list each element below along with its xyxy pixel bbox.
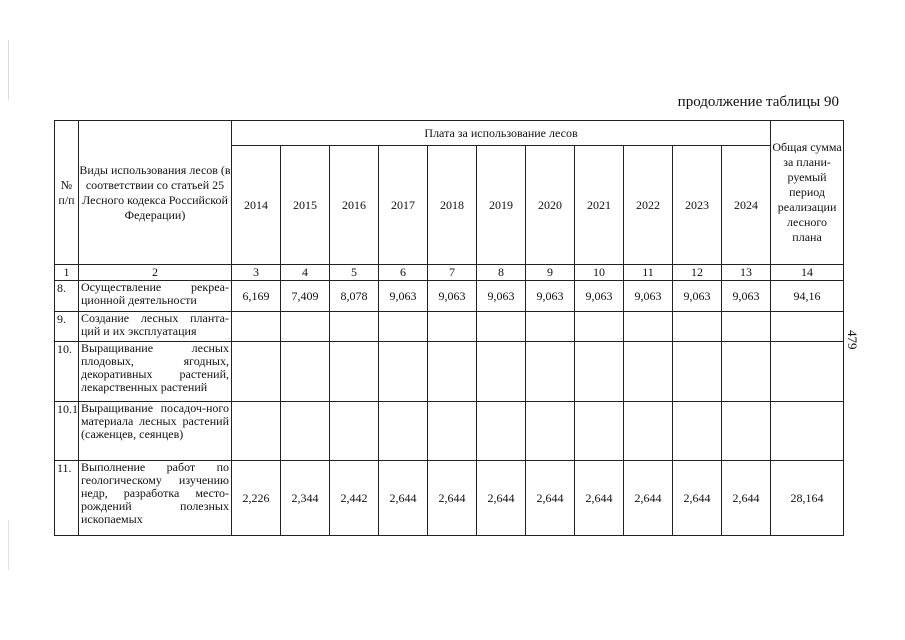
row-number: 11. [55, 461, 79, 536]
table-row [55, 402, 844, 461]
column-number: 2 [79, 265, 232, 281]
column-number: 5 [330, 265, 379, 281]
year-header: 2021 [575, 146, 624, 265]
row-number: 10. [55, 342, 79, 402]
payment-value [428, 342, 477, 402]
payment-value [330, 402, 379, 461]
payment-value [281, 342, 330, 402]
payment-value [624, 312, 673, 342]
payment-value [526, 312, 575, 342]
column-number: 14 [771, 265, 844, 281]
payment-value [232, 402, 281, 461]
column-number: 12 [673, 265, 722, 281]
column-number: 3 [232, 265, 281, 281]
total-value: 94,16 [771, 281, 844, 312]
payment-value: 9,063 [673, 281, 722, 312]
year-header: 2015 [281, 146, 330, 265]
year-header: 2023 [673, 146, 722, 265]
payment-value [477, 342, 526, 402]
payment-value [428, 312, 477, 342]
payment-value: 2,644 [428, 461, 477, 536]
payment-value: 9,063 [428, 281, 477, 312]
year-header: 2019 [477, 146, 526, 265]
payment-value [624, 402, 673, 461]
payment-value [526, 342, 575, 402]
payment-value [722, 402, 771, 461]
year-header: 2018 [428, 146, 477, 265]
year-header: 2017 [379, 146, 428, 265]
total-value: 28,164 [771, 461, 844, 536]
payment-value: 2,644 [379, 461, 428, 536]
row-number: 9. [55, 312, 79, 342]
table-row [55, 342, 844, 402]
payment-value [330, 312, 379, 342]
payment-value [722, 312, 771, 342]
column-number-row [55, 265, 844, 281]
payment-value [722, 342, 771, 402]
payment-value [624, 342, 673, 402]
row-number: 8. [55, 281, 79, 312]
payment-value [232, 312, 281, 342]
table-row [55, 461, 844, 536]
payment-value: 9,063 [624, 281, 673, 312]
payment-value: 2,442 [330, 461, 379, 536]
total-value [771, 342, 844, 402]
payment-value: 2,644 [575, 461, 624, 536]
payment-value: 9,063 [526, 281, 575, 312]
payment-value: 2,644 [722, 461, 771, 536]
payment-value [232, 342, 281, 402]
column-number: 8 [477, 265, 526, 281]
payment-value: 2,644 [477, 461, 526, 536]
payment-value [379, 402, 428, 461]
header-payment: Плата за использование лесов [232, 121, 771, 146]
header-forest-use-kinds: Виды использования лесов (в соответствии со статьей 25 Лесного кодекса Российской Федерации) [79, 121, 232, 265]
payment-value [379, 312, 428, 342]
forest-use-name: Выращивание посадоч-ного материала лесных растений (саженцев, сеянцев) [79, 402, 232, 461]
payment-value: 9,063 [575, 281, 624, 312]
column-number: 1 [55, 265, 79, 281]
payment-value [330, 342, 379, 402]
forest-use-name: Выращивание лесных плодовых, ягодных, декоративных растений, лекарственных растений [79, 342, 232, 402]
payment-value: 2,226 [232, 461, 281, 536]
year-header: 2024 [722, 146, 771, 265]
forest-use-name: Выполнение работ по геологическому изучению недр, разработка место-рождений полезных ископаемых [79, 461, 232, 536]
year-header: 2022 [624, 146, 673, 265]
payment-value [673, 342, 722, 402]
payment-value [477, 312, 526, 342]
header-total: Общая сумма за плани-руемый период реализации лесного плана [771, 121, 844, 265]
table-continuation-caption: продолжение таблицы 90 [677, 94, 839, 110]
payment-value [575, 402, 624, 461]
payment-value [526, 402, 575, 461]
year-header: 2014 [232, 146, 281, 265]
scan-artifact [8, 40, 9, 100]
table-row [55, 312, 844, 342]
column-number: 4 [281, 265, 330, 281]
payment-value [379, 342, 428, 402]
column-number: 7 [428, 265, 477, 281]
page-number: 479 [845, 330, 860, 350]
column-number: 13 [722, 265, 771, 281]
payment-value: 9,063 [379, 281, 428, 312]
column-number: 9 [526, 265, 575, 281]
total-value [771, 402, 844, 461]
forest-use-name: Создание лесных планта-ций и их эксплуатация [79, 312, 232, 342]
total-value [771, 312, 844, 342]
year-header: 2016 [330, 146, 379, 265]
payment-value [673, 312, 722, 342]
payment-value [575, 312, 624, 342]
payment-value: 7,409 [281, 281, 330, 312]
payment-value: 6,169 [232, 281, 281, 312]
year-header: 2020 [526, 146, 575, 265]
payment-value: 2,644 [526, 461, 575, 536]
table-row [55, 281, 844, 312]
forest-payment-table [54, 120, 844, 536]
column-number: 6 [379, 265, 428, 281]
payment-value: 2,644 [624, 461, 673, 536]
payment-value: 9,063 [722, 281, 771, 312]
payment-value [428, 402, 477, 461]
payment-value [281, 312, 330, 342]
payment-value [575, 342, 624, 402]
forest-use-name: Осуществление рекреа-ционной деятельности [79, 281, 232, 312]
payment-value [673, 402, 722, 461]
row-number: 10.1 [55, 402, 79, 461]
payment-value: 2,644 [673, 461, 722, 536]
column-number: 11 [624, 265, 673, 281]
header-row-number: № п/п [55, 121, 79, 265]
table-body [55, 281, 844, 536]
scan-artifact [8, 520, 9, 570]
column-number: 10 [575, 265, 624, 281]
payment-value: 9,063 [477, 281, 526, 312]
payment-value: 2,344 [281, 461, 330, 536]
payment-value [477, 402, 526, 461]
payment-value [281, 402, 330, 461]
payment-value: 8,078 [330, 281, 379, 312]
